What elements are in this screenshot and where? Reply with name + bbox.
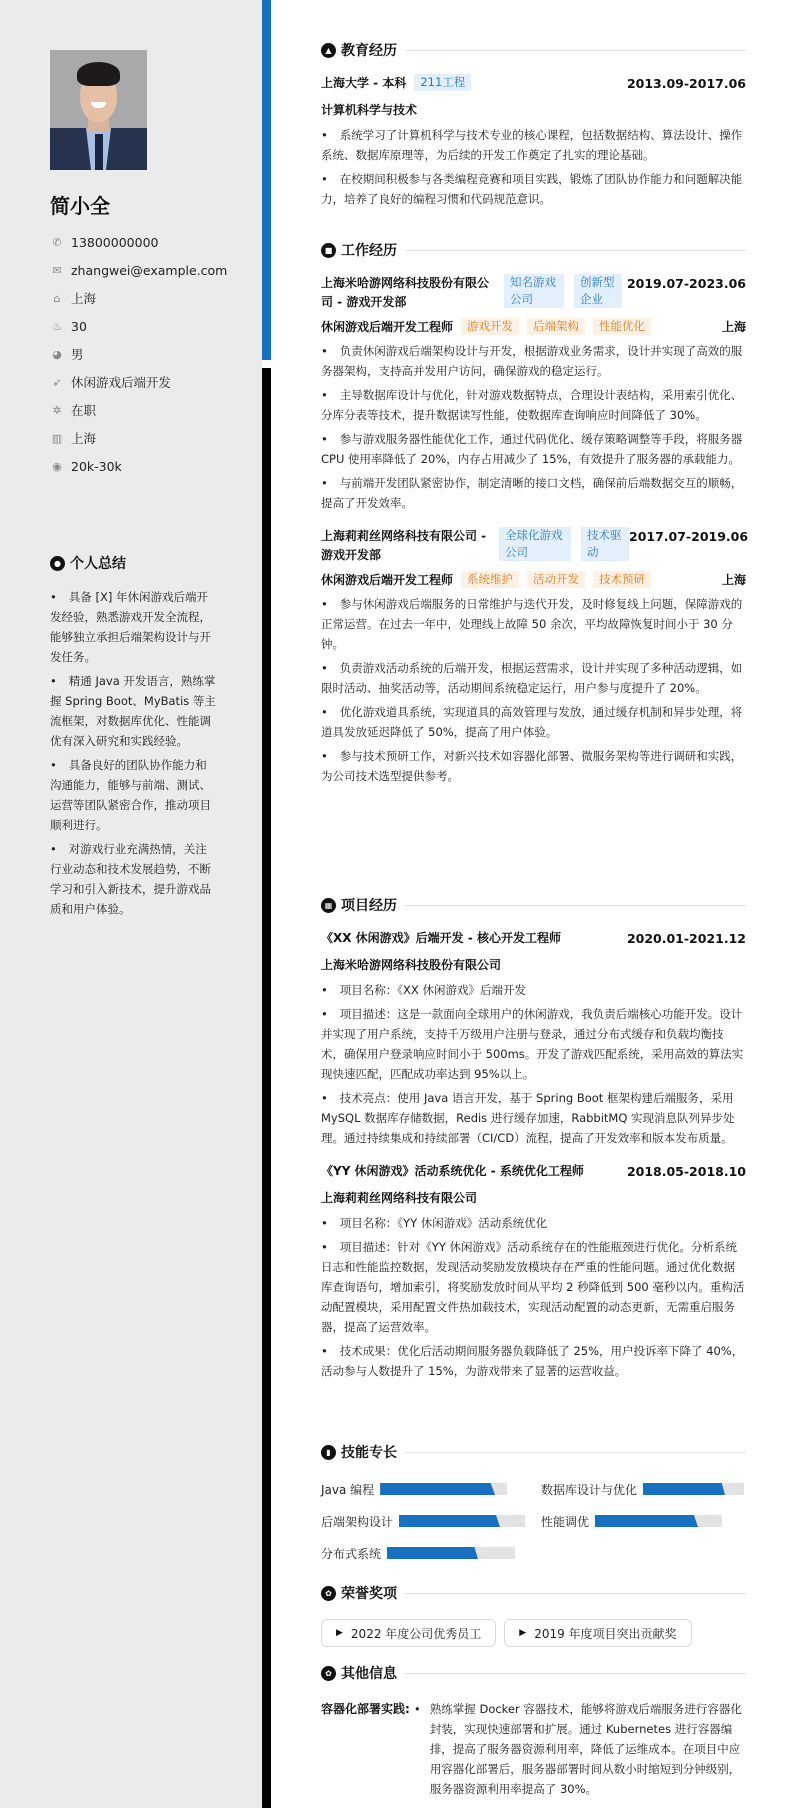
company-name: 上海莉莉丝网络科技有限公司 - 游戏开发部	[321, 529, 487, 562]
project-company: 上海莉莉丝网络科技有限公司	[321, 1191, 478, 1205]
job-item: • 参与休闲游戏后端服务的日常维护与迭代开发，及时修复线上问题，保障游戏的正常运营。在过去一年中，处理线上故障 50 余次，平均故障恢复时间小于 30 分钟。	[321, 594, 746, 654]
other-title: ✿ 其他信息	[321, 1663, 746, 1683]
graduation-cap-icon: ▲	[321, 43, 336, 58]
education-item: • 系统学习了计算机科学与技术专业的核心课程，包括数据结构、算法设计、操作系统、数据库原理等，为后续的开发工作奠定了扎实的理论基础。	[321, 125, 746, 165]
job-item: • 负责游戏活动系统的后端开发，根据运营需求，设计并实现了多种活动逻辑，如限时活动、抽奖活动等，活动期间系统稳定运行，用户参与度提升了 20%。	[321, 658, 746, 698]
company-tag: 知名游戏公司	[504, 274, 564, 308]
money-icon: ◉	[52, 459, 62, 473]
summary-section	[50, 553, 218, 923]
summary-item: • 对游戏行业充满热情，关注行业动态和技术发展趋势，不断学习和引入新技术，提升游戏品质和用户体验。	[50, 839, 218, 919]
skill-item: Java 编程	[321, 1478, 541, 1500]
education-date: 2013.09-2017.06	[626, 76, 746, 91]
divider-bar	[262, 368, 271, 1808]
other-label: 容器化部署实践:	[321, 1702, 410, 1716]
job-item: • 主导数据库设计与优化，针对游戏数据特点，合理设计表结构，采用索引优化、分库分表等技术，提升数据读写性能，使数据库查询响应时间降低了 30%。	[321, 385, 746, 425]
info-status: ✲ 在职	[50, 396, 227, 424]
award-icon: ✿	[321, 1586, 336, 1601]
accent-bar	[262, 0, 271, 360]
skill-tag: 后端架构	[527, 318, 585, 335]
job-date: 2017.07-2019.06	[629, 529, 749, 544]
job-date: 2019.07-2023.06	[626, 276, 746, 291]
grid-icon: ▦	[321, 898, 336, 913]
gender-icon: ◕	[52, 347, 62, 361]
job-item: • 优化游戏道具系统，实现道具的高效管理与发放，通过缓存机制和异步处理，将道具发放延迟降低了 50%，提高了用户体验。	[321, 702, 746, 742]
job-location: 上海	[721, 320, 746, 334]
job-entry	[321, 274, 746, 513]
briefcase-icon: ■	[321, 243, 336, 258]
company-tag: 全球化游戏公司	[499, 527, 571, 561]
education-section	[321, 40, 746, 213]
project-date: 2020.01-2021.12	[626, 931, 746, 946]
company-tag: 创新型企业	[574, 274, 622, 308]
award-item: ▶ 2022 年度公司优秀员工	[321, 1619, 496, 1647]
projects-title: ▦ 项目经历	[321, 895, 746, 915]
mail-icon: ✉	[52, 263, 62, 277]
job-role: 休闲游戏后端开发工程师	[321, 573, 454, 587]
bar-chart-icon: ▮	[321, 1445, 336, 1460]
work-title: ■ 工作经历	[321, 240, 746, 260]
skill-item: 数据库设计与优化	[541, 1478, 746, 1500]
awards-title: ✿ 荣誉奖项	[321, 1583, 746, 1603]
company-name: 上海米哈游网络科技股份有限公司 - 游戏开发部	[321, 276, 490, 309]
project-name: 《XX 休闲游戏》后端开发 - 核心开发工程师	[321, 931, 562, 945]
job-location: 上海	[721, 573, 746, 587]
avatar-photo	[50, 50, 147, 170]
award-item: ▶ 2019 年度项目突出贡献奖	[504, 1619, 691, 1647]
info-email: ✉ zhangwei@example.com	[50, 256, 227, 284]
project-entry	[321, 1162, 746, 1381]
summary-item: • 具备良好的团队协作能力和沟通能力，能够与前端、测试、运营等团队紧密合作，推动项目顺利进行。	[50, 755, 218, 835]
project-item: • 技术亮点：使用 Java 语言开发，基于 Spring Boot 框架构建后端服务，采用 MySQL 数据库存储数据，Redis 进行缓存加速，RabbitMQ 实现消息队列异步处理。通过持续集成和持续部署（CI/CD）流程，提高了开发效率和版本发布质量。	[321, 1088, 746, 1148]
project-item: • 项目描述：这是一款面向全球用户的休闲游戏，我负责后端核心功能开发。设计并实现了用户系统，支持千万级用户注册与登录，通过分布式缓存和负载均衡技术，确保用户登录响应时间小于 500ms。开发了游戏匹配系统，采用高效的算法实现快速匹配，匹配成功率达到 95%以上。	[321, 1004, 746, 1084]
sidebar	[0, 0, 262, 1808]
major: 计算机科学与技术	[321, 103, 418, 117]
info-salary: ◉ 20k-30k	[50, 452, 227, 480]
project-entry	[321, 929, 746, 1148]
job-entry	[321, 527, 749, 786]
skill-bar	[380, 1483, 507, 1495]
info-target-job: ➶ 休闲游戏后端开发	[50, 368, 227, 396]
info-gender: ◕ 男	[50, 340, 227, 368]
info-age: ♨ 30	[50, 312, 227, 340]
work-section	[321, 240, 749, 790]
job-item: • 与前端开发团队紧密协作，制定清晰的接口文档，确保前后端数据交互的顺畅，提高了开发效率。	[321, 473, 746, 513]
skill-item: 后端架构设计	[321, 1510, 541, 1532]
skill-bar	[595, 1515, 722, 1527]
triangle-icon: ▶	[519, 1628, 527, 1638]
project-name: 《YY 休闲游戏》活动系统优化 - 系统优化工程师	[321, 1164, 584, 1178]
send-icon: ➶	[52, 375, 62, 389]
info-target-city: ▥ 上海	[51, 431, 97, 446]
info-phone: ✆ 13800000000	[50, 228, 227, 256]
main-content	[271, 0, 794, 1808]
skill-tag: 系统维护	[461, 571, 519, 588]
info-icon: ✿	[321, 1666, 336, 1681]
company-tag: 技术驱动	[581, 527, 629, 561]
summary-item: • 具备 [X] 年休闲游戏后端开发经验，熟悉游戏开发全流程，能够独立承担后端架构设计与开发任务。	[50, 587, 218, 667]
info-residence: ⌂ 上海	[50, 284, 227, 312]
other-text: • 熟练掌握 Docker 容器技术，能够将游戏后端服务进行容器化封装，实现快速部署和扩展。通过 Kubernetes 进行容器编排，提高了服务器资源利用率，降低了运维成本。在项目中应用容器化部署后，服务器部署时间从数小时缩短到分钟级别，服务器资源利用率提高了 30%。	[410, 1699, 746, 1799]
gear-icon: ✲	[52, 403, 62, 417]
job-item: • 负责休闲游戏后端架构设计与开发，根据游戏业务需求，设计并实现了高效的服务器架构，支持高并发用户访问，确保游戏的稳定运行。	[321, 341, 746, 381]
skill-tag: 性能优化	[593, 318, 651, 335]
skill-tag: 技术预研	[593, 571, 651, 588]
education-title: ▲ 教育经历	[321, 40, 746, 60]
job-role: 休闲游戏后端开发工程师	[321, 320, 454, 334]
job-item: • 参与技术预研工作，对新兴技术如容器化部署、微服务架构等进行调研和实践，为公司技术选型提供参考。	[321, 746, 746, 786]
awards-section	[321, 1583, 746, 1647]
projects-section	[321, 895, 746, 1385]
project-company: 上海米哈游网络科技股份有限公司	[321, 958, 502, 972]
home-icon: ⌂	[53, 291, 61, 305]
project-item: • 项目名称：《YY 休闲游戏》活动系统优化	[321, 1213, 746, 1233]
personal-info-list	[50, 228, 227, 480]
skills-section	[321, 1442, 746, 1564]
cake-icon: ♨	[52, 319, 62, 333]
user-icon: ●	[50, 556, 65, 571]
other-section	[321, 1663, 746, 1799]
education-item: • 在校期间积极参与各类编程竞赛和项目实践，锻炼了团队协作能力和问题解决能力，培养了良好的编程习惯和代码规范意识。	[321, 169, 746, 209]
school-name: 上海大学 - 本科	[321, 76, 407, 90]
skill-tag: 游戏开发	[461, 318, 519, 335]
job-item: • 参与游戏服务器性能优化工作，通过代码优化、缓存策略调整等手段，将服务器 CPU 使用率降低了 20%，内存占用减少了 15%，有效提升了服务器的承载能力。	[321, 429, 746, 469]
skill-tag: 活动开发	[527, 571, 585, 588]
project-item: • 项目名称：《XX 休闲游戏》后端开发	[321, 980, 746, 1000]
skill-bar	[387, 1547, 515, 1559]
skill-bar	[399, 1515, 525, 1527]
summary-title: ● 个人总结	[50, 553, 218, 573]
project-date: 2018.05-2018.10	[626, 1164, 746, 1179]
skill-item: 分布式系统	[321, 1542, 541, 1564]
project-item: • 技术成果：优化后活动期间服务器负载降低了 25%，用户投诉率下降了 40%，活动参与人数提升了 15%，为游戏带来了显著的运营收益。	[321, 1341, 746, 1381]
phone-icon: ✆	[52, 235, 62, 249]
skill-item: 性能调优	[541, 1510, 746, 1532]
skill-bar	[643, 1483, 744, 1495]
project-item: • 项目描述：针对《YY 休闲游戏》活动系统存在的性能瓶颈进行优化。分析系统日志和性能监控数据，发现活动奖励发放模块存在严重的性能问题。通过优化数据库查询语句，增加索引，将奖励发放时间从平均 2 秒降低到 500 毫秒以内。重构活动配置模块，采用配置文件热加载技术，实现活动配置的动态更新，无需重启服务器，提高了运营效率。	[321, 1237, 746, 1337]
building-icon: ▥	[51, 431, 63, 445]
triangle-icon: ▶	[336, 1628, 343, 1638]
school-tag: 211工程	[414, 74, 471, 91]
skills-title: ▮ 技能专长	[321, 1442, 746, 1462]
summary-item: • 精通 Java 开发语言，熟练掌握 Spring Boot、MyBatis 等主流框架，对数据库优化、性能调优有深入研究和实践经验。	[50, 671, 218, 751]
candidate-name: 简小全	[50, 194, 110, 218]
